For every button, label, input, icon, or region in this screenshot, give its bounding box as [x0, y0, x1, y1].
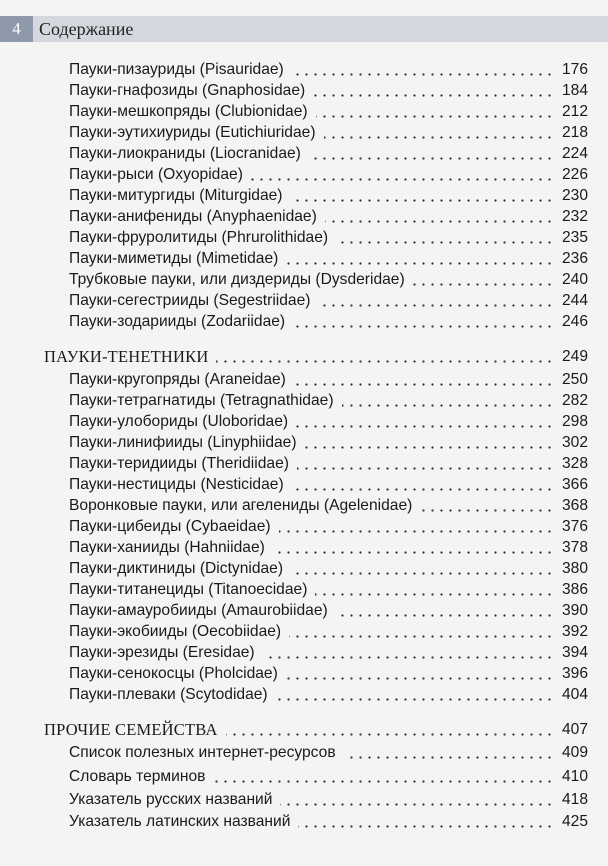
- toc-entry: [0, 411, 608, 433]
- toc-entry: [0, 432, 608, 454]
- toc-entry-label: Пауки-диктиниды (Dictynidae): [69, 560, 284, 577]
- toc-page-number: 328: [561, 455, 588, 472]
- dot-leader: [336, 614, 554, 617]
- toc-entry: [0, 122, 608, 144]
- toc-entry: [0, 811, 608, 833]
- toc-entry-label: Пауки-пизауриды (Pisauridae): [69, 61, 284, 78]
- dot-leader: [263, 656, 554, 659]
- toc-page-number: 236: [561, 250, 588, 267]
- toc-entry-label: Пауки-фруролитиды (Phrurolithidae): [69, 229, 329, 246]
- toc-entry-label: Указатель русских названий: [69, 791, 273, 808]
- toc-entry-label: Пауки-гнафозиды (Gnaphosidae): [69, 82, 306, 99]
- toc-page-number: 249: [561, 348, 588, 365]
- page-number: 4: [0, 16, 33, 42]
- dot-leader: [294, 383, 554, 386]
- toc-page-number: 184: [561, 82, 588, 99]
- dot-leader: [336, 241, 554, 244]
- toc-entry: [0, 453, 608, 475]
- toc-page-number: 418: [561, 791, 588, 808]
- toc-page-number: 368: [561, 497, 588, 514]
- toc-page-number: 404: [561, 686, 588, 703]
- toc-entry: [0, 311, 608, 333]
- toc-entry: [0, 600, 608, 622]
- dot-leader: [291, 199, 554, 202]
- toc-entry-label: Указатель латинских названий: [69, 813, 291, 830]
- dot-leader: [291, 572, 554, 575]
- toc-page-number: 394: [561, 644, 588, 661]
- toc-entry-label: Воронковые пауки, или агелениды (Agelenidae): [69, 497, 413, 514]
- toc-entry: [0, 742, 608, 764]
- toc-page-number: 240: [561, 271, 588, 288]
- dot-leader: [292, 488, 554, 491]
- dot-leader: [273, 551, 554, 554]
- toc-entry-label: Пауки-сенокосцы (Pholcidae): [69, 665, 278, 682]
- toc-entry-label: Пауки-миметиды (Mimetidae): [69, 250, 279, 267]
- toc-page-number: 232: [561, 208, 588, 225]
- toc-entry-label: Пауки-кругопряды (Araneidae): [69, 371, 286, 388]
- toc-entry-label: Пауки-нестициды (Nesticidae): [69, 476, 284, 493]
- toc-entry-label: ПАУКИ-ТЕНЕТНИКИ: [44, 347, 209, 366]
- dot-leader: [216, 360, 554, 363]
- toc-entry: [0, 227, 608, 249]
- toc-entry: [0, 516, 608, 538]
- toc-entry: [0, 369, 608, 391]
- toc-section-heading: [0, 346, 608, 368]
- toc-entry: [0, 684, 608, 706]
- toc-entry-label: Пауки-митургиды (Miturgidae): [69, 187, 283, 204]
- dot-leader: [226, 733, 554, 736]
- toc-entry: [0, 621, 608, 643]
- toc-entry-label: Пауки-рыси (Oxyopidae): [69, 166, 243, 183]
- toc-entry: [0, 290, 608, 312]
- toc-page-number: 298: [561, 413, 588, 430]
- toc-page-number: 396: [561, 665, 588, 682]
- dot-leader: [413, 283, 554, 286]
- toc-entry-label: Список полезных интернет-ресурсов: [69, 744, 336, 761]
- toc-page-number: 376: [561, 518, 588, 535]
- toc-entry: [0, 206, 608, 228]
- toc-entry: [0, 642, 608, 664]
- dot-leader: [313, 94, 554, 97]
- dot-leader: [344, 756, 554, 759]
- toc-entry-label: Пауки-экобииды (Oecobiidae): [69, 623, 282, 640]
- toc-entry: [0, 474, 608, 496]
- toc-page-number: 380: [561, 560, 588, 577]
- toc-entry: [0, 164, 608, 186]
- dot-leader: [286, 262, 554, 265]
- toc-entry: [0, 537, 608, 559]
- toc-section-heading: [0, 719, 608, 741]
- toc-entry: [0, 269, 608, 291]
- toc-entry-label: Пауки-зодарииды (Zodariidae): [69, 313, 286, 330]
- toc-page-number: 392: [561, 623, 588, 640]
- toc-page-number: 230: [561, 187, 588, 204]
- toc-entry-label: Пауки-тетрагнатиды (Tetragnathidae): [69, 392, 334, 409]
- dot-leader: [296, 425, 554, 428]
- toc-page-number: 407: [561, 721, 588, 738]
- toc-page-number: 176: [561, 61, 588, 78]
- dot-leader: [279, 530, 554, 533]
- toc-entry-label: Пауки-анифениды (Anyphaenidae): [69, 208, 317, 225]
- toc-entry: [0, 789, 608, 811]
- dot-leader: [420, 509, 554, 512]
- dot-leader: [292, 73, 554, 76]
- dot-leader: [276, 698, 554, 701]
- toc-page-number: 425: [561, 813, 588, 830]
- dot-leader: [289, 635, 554, 638]
- dot-leader: [318, 304, 554, 307]
- toc-entry: [0, 663, 608, 685]
- toc-entry-label: Пауки-теридииды (Theridiidae): [69, 455, 289, 472]
- toc-entry-label: Пауки-улобориды (Uloboridae): [69, 413, 289, 430]
- toc-page-number: 409: [561, 744, 588, 761]
- toc-entry: [0, 558, 608, 580]
- toc-page-number: 366: [561, 476, 588, 493]
- toc-entry-label: Пауки-плеваки (Scytodidae): [69, 686, 268, 703]
- dot-leader: [309, 157, 554, 160]
- dot-leader: [325, 220, 554, 223]
- toc-page-number: 302: [561, 434, 588, 451]
- toc-page-number: 250: [561, 371, 588, 388]
- toc-entry-label: Словарь терминов: [69, 768, 206, 785]
- toc-entry-label: Пауки-эрезиды (Eresidae): [69, 644, 255, 661]
- toc-entry-label: Трубковые пауки, или диздериды (Dysderidae): [69, 271, 405, 288]
- toc-page-number: 378: [561, 539, 588, 556]
- toc-entry: [0, 495, 608, 517]
- toc-entry-label: ПРОЧИЕ СЕМЕЙСТВА: [44, 720, 218, 739]
- toc-page-number: 410: [561, 768, 588, 785]
- page-header: [0, 16, 608, 42]
- dot-leader: [315, 593, 554, 596]
- toc-page-number: 244: [561, 292, 588, 309]
- dot-leader: [316, 115, 554, 118]
- toc-entry: [0, 80, 608, 102]
- toc-entry-label: Пауки-амауробииды (Amaurobiidae): [69, 602, 328, 619]
- toc-entry-label: Пауки-цибеиды (Cybaeidae): [69, 518, 271, 535]
- toc-entry: [0, 143, 608, 165]
- toc-entry-label: Пауки-линифииды (Linyphiidae): [69, 434, 297, 451]
- toc-entry-label: Пауки-лиокраниды (Liocranidae): [69, 145, 301, 162]
- page-title: Содержание: [39, 19, 134, 39]
- dot-leader: [286, 677, 554, 680]
- toc-entry: [0, 248, 608, 270]
- toc-entry: [0, 766, 608, 788]
- dot-leader: [251, 178, 554, 181]
- toc-page-number: 386: [561, 581, 588, 598]
- dot-leader: [213, 780, 554, 783]
- toc-entry-label: Пауки-сегестрииды (Segestriidae): [69, 292, 311, 309]
- dot-leader: [298, 825, 554, 828]
- toc-entry: [0, 185, 608, 207]
- toc-page-number: 218: [561, 124, 588, 141]
- dot-leader: [293, 325, 554, 328]
- toc-entry: [0, 579, 608, 601]
- toc-entry: [0, 390, 608, 412]
- toc-page-number: 246: [561, 313, 588, 330]
- toc-entry-label: Пауки-мешкопряды (Clubionidae): [69, 103, 308, 120]
- toc-entry-label: Пауки-титанециды (Titanoecidae): [69, 581, 308, 598]
- toc-entry: [0, 59, 608, 81]
- toc-page-number: 226: [561, 166, 588, 183]
- dot-leader: [324, 136, 554, 139]
- dot-leader: [297, 467, 554, 470]
- dot-leader: [280, 803, 554, 806]
- toc-page-number: 390: [561, 602, 588, 619]
- dot-leader: [342, 404, 554, 407]
- dot-leader: [305, 446, 554, 449]
- toc-entry: [0, 101, 608, 123]
- toc-page-number: 224: [561, 145, 588, 162]
- toc-entry-label: Пауки-ханииды (Hahniidae): [69, 539, 265, 556]
- toc-page-number: 235: [561, 229, 588, 246]
- toc-entry-label: Пауки-эутихиуриды (Eutichiuridae): [69, 124, 316, 141]
- toc-page-number: 212: [561, 103, 588, 120]
- toc-page-number: 282: [561, 392, 588, 409]
